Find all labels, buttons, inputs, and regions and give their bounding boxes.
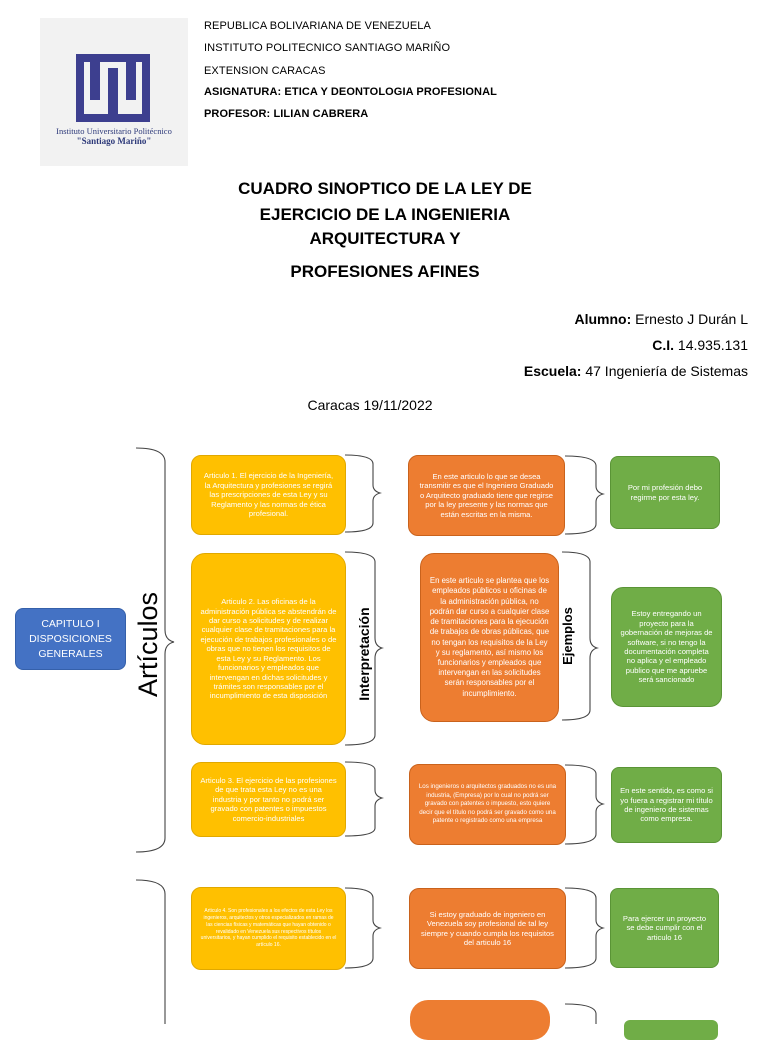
student-school-label: Escuela: — [523, 363, 582, 379]
article-2-box: Articulo 2. Las oficinas de la administración pública se abstendrán de dar curso a solicitudes y de realizar cualquier clase de tramitaciones para la ejecución de trabajos profesionales o de obras que no tienen los requisitos de esta Ley y su Reglamento. Los funcionarios y empleados que intervengan en dichas solicitudes y trámites son responsables por el incumplimiento de esta disposición — [191, 553, 346, 745]
header-line1: REPUBLICA BOLIVARIANA DE VENEZUELA — [204, 20, 431, 32]
doc-title-line3: ARQUITECTURA Y — [309, 229, 461, 248]
example-5-box — [624, 1020, 718, 1040]
article-3-box: Articulo 3. El ejercicio de las profesiones de que trata esta Ley no es una industria y por tanto no podrá ser gravado con patentes o impuestos comercio-industriales — [191, 762, 346, 837]
article-4-box: Articulo 4. Son profesionales a los efectos de esta Ley los ingenieros, arquitectos y otros especializados en ramas de las ciencias físicas y matemáticas que hayan obtenido o revalidado en Venezuela sus respectivos títulos universitarios, y hayan cumplido el requisito establecido en el artículo 16. — [191, 887, 346, 970]
header-line3: EXTENSION CARACAS — [204, 65, 326, 77]
interpretacion-label: Interpretación — [356, 607, 372, 701]
student-ci-label: C.I. — [652, 337, 675, 353]
doc-title-line1: CUADRO SINOPTICO DE LA LEY DE — [238, 179, 532, 198]
student-school-value: 47 Ingeniería de Sistemas — [585, 363, 748, 379]
example-4-box: Para ejercer un proyecto se debe cumplir con el articulo 16 — [610, 888, 719, 968]
student-ci-value: 14.935.131 — [677, 337, 748, 353]
header-line5: PROFESOR: LILIAN CABRERA — [204, 108, 369, 120]
chapter-box: CAPITULO I DISPOSICIONES GENERALES — [15, 608, 126, 670]
doc-title-line4: PROFESIONES AFINES — [290, 262, 480, 281]
interpretation-3-box: Los ingenieros o arquitectos graduados no es una industria, (Empresa) por lo cual no podrá ser gravado con patentes o impuesto, esto quiere decir que el título no podrá ser gravado como una patente o registrado como una empresa — [409, 764, 566, 845]
articulos-label: Artículos — [133, 591, 163, 697]
example-1-box: Por mi profesión debo regirme por esta ley. — [610, 456, 720, 529]
doc-title-line2: EJERCICIO DE LA INGENIERIA — [259, 205, 511, 224]
logo-name-line2: "Santiago Mariño" — [76, 136, 152, 146]
student-name-label: Alumno: — [574, 311, 632, 327]
ejemplos-label: Ejemplos — [560, 607, 575, 665]
interpretation-4-box: Si estoy graduado de ingeniero en Venezuela soy profesional de tal ley siempre y cuando cumpla los requisitos del articulo 16 — [409, 888, 566, 969]
student-name-value: Ernesto J Durán L — [635, 311, 748, 327]
header-line4: ASIGNATURA: ETICA Y DEONTOLOGIA PROFESIONAL — [204, 86, 497, 98]
article-1-box: Articulo 1. El ejercicio de la Ingeniería, la Arquitectura y profesiones se regirá las prescripciones de esta Ley y su Reglamento y las normas de ética profesional. — [191, 455, 346, 535]
interpretation-1-box: En este articulo lo que se desea transmitir es que el Ingeniero Graduado o Arquitecto graduado tiene que regirse por la ley presente y las normas que están escritas en la misma. — [408, 455, 565, 536]
example-3-box: En este sentido, es como si yo fuera a registrar mi título de ingeniero de sistemas como empresa. — [611, 767, 722, 843]
interpretation-5-box — [410, 1000, 550, 1040]
document-date: Caracas 19/11/2022 — [307, 397, 433, 413]
header-line2: INSTITUTO POLITECNICO SANTIAGO MARIÑO — [204, 42, 451, 54]
example-2-box: Estoy entregando un proyecto para la gobernación de mejoras de software, si no tengo la documentación completa no aplica y el empleado publico que me apruebe será sancionado — [611, 587, 722, 707]
interpretation-2-box: En este articulo se plantea que los empleados públicos u oficinas de la administración pública, no podrán dar curso a cualquier clase de tramitaciones para la ejecución de trabajos de obras públicas, que no tengan los requisitos de la Ley y su reglamento, así mismo los funcionarios y empleados que intervengan en las solicitudes serán responsables por el incumplimiento. — [420, 553, 559, 722]
logo-name-line1: Instituto Universitario Politécnico — [56, 126, 172, 136]
